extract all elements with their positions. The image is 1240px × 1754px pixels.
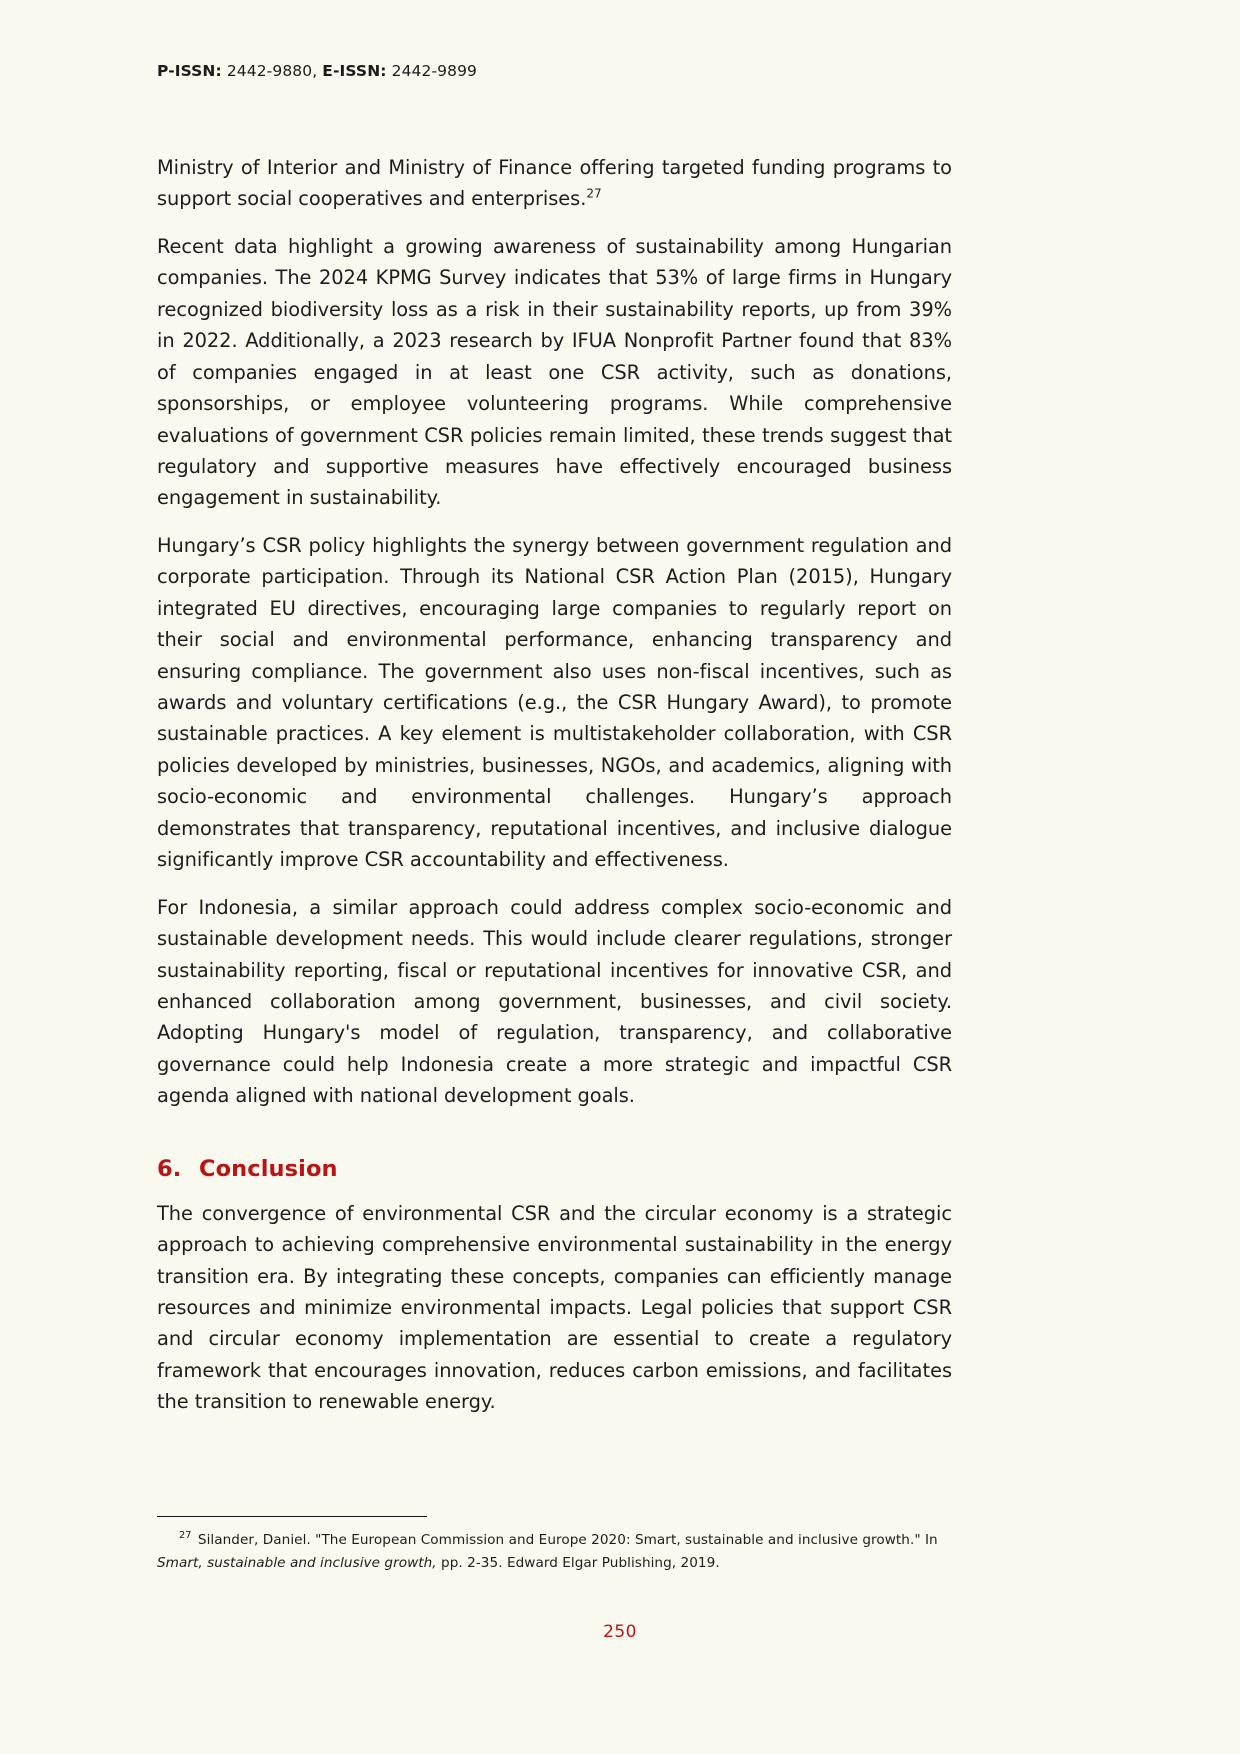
- p-issn-value: 2442-9880,: [226, 62, 318, 80]
- paragraph-text: Ministry of Interior and Ministry of Finance offering targeted funding programs to support social cooperatives and enterprises.: [157, 156, 952, 211]
- footnote-entry-27: [157, 1529, 952, 1575]
- footnote-block: [157, 1516, 952, 1575]
- e-issn-value: 2442-9899: [391, 62, 477, 80]
- paragraph-hungary-csr-policy: Hungary’s CSR policy highlights the synergy between government regulation and corporate participation. Through its National CSR Action Plan (2015), Hungary integrated EU directives, encouraging large companies to regularly report on their social and environmental performance, enhancing transparency and ensuring compliance. The government also uses non-fiscal incentives, such as awards and voluntary certifications (e.g., the CSR Hungary Award), to promote sustainable practices. A key element is multistakeholder collaboration, with CSR policies developed by ministries, businesses, NGOs, and academics, aligning with socio-economic and environmental challenges. Hungary’s approach demonstrates that transparency, reputational incentives, and inclusive dialogue significantly improve CSR accountability and effectiveness.: [157, 533, 952, 872]
- footnote-reference-27[interactable]: 27: [586, 186, 602, 201]
- paragraph-recent-data: Recent data highlight a growing awareness of sustainability among Hungarian companies. The 2024 KPMG Survey indicates that 53% of large firms in Hungary recognized biodiversity loss as a risk in their sustainability reports, up from 39% in 2022. Additionally, a 2023 research by IFUA Nonprofit Partner found that 83% of companies engaged in at least one CSR activity, such as donations, sponsorships, or employee volunteering programs. While comprehensive evaluations of government CSR policies remain limited, these trends suggest that regulatory and supportive measures have effectively encouraged business engagement in sustainability.: [157, 234, 952, 510]
- footnote-part-2: pp. 2-35. Edward Elgar Publishing, 2019.: [436, 1554, 720, 1571]
- paragraph-indonesia: For Indonesia, a similar approach could address complex socio-economic and sustainable development needs. This would include clearer regulations, stronger sustainability reporting, fiscal or reputational incentives for innovative CSR, and enhanced collaboration among government, businesses, and civil society. Adopting Hungary's model of regulation, transparency, and collaborative governance could help Indonesia create a more strategic and impactful CSR agenda aligned with national development goals.: [157, 895, 952, 1108]
- paragraph-ministry-funding: [157, 152, 952, 215]
- e-issn-label: E-ISSN:: [322, 62, 387, 80]
- p-issn-label: P-ISSN:: [157, 62, 222, 80]
- footnote-number: 27: [179, 1530, 192, 1542]
- footnote-italic-title: Smart, sustainable and inclusive growth,: [157, 1554, 437, 1571]
- section-title: Conclusion: [199, 1155, 338, 1182]
- footnote-separator-rule: [157, 1516, 427, 1517]
- page-number: 250: [603, 1622, 637, 1642]
- section-number: 6.: [157, 1155, 182, 1182]
- footnote-part-1: Silander, Daniel. "The European Commission and Europe 2020: Smart, sustainable and inclusive growth." In: [193, 1532, 938, 1548]
- page-content: [157, 152, 952, 1418]
- paragraph-conclusion: The convergence of environmental CSR and the circular economy is a strategic approach to achieving comprehensive environmental sustainability in the energy transition era. By integrating these concepts, companies can efficiently manage resources and minimize environmental impacts. Legal policies that support CSR and circular economy implementation are essential to create a regulatory framework that encourages innovation, reduces carbon emissions, and facilitates the transition to renewable energy.: [157, 1201, 952, 1414]
- page-header: [157, 62, 477, 80]
- section-heading-conclusion: [157, 1156, 952, 1182]
